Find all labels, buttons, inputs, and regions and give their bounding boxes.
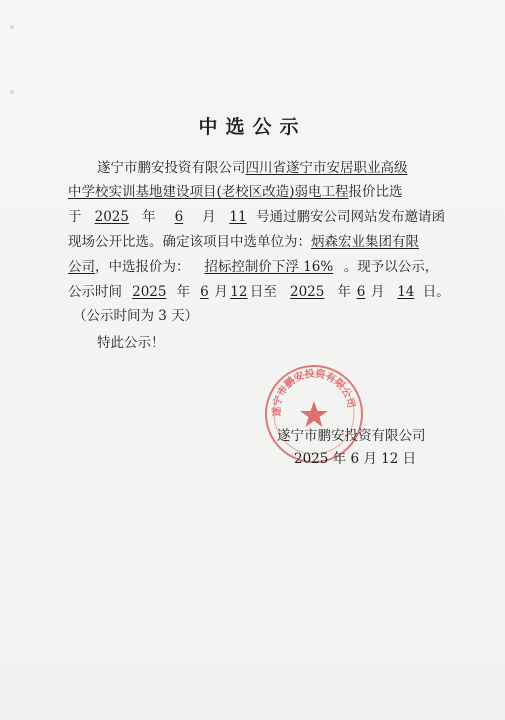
winning-bid: 招标控制价下浮 16%: [204, 259, 334, 275]
text-segment: 号通过鹏安公司网站发布邀请函: [255, 209, 445, 225]
project-name-part2: 中学校实训基地建设项目(老校区改造)弱电工程: [68, 184, 349, 200]
binding-hole: [10, 90, 14, 94]
winner-name-part1: 炳森宏业集团有限: [311, 234, 419, 250]
project-name-part1: 四川省遂宁市安居职业高级: [245, 160, 408, 176]
paragraph-line-1: [97, 158, 408, 178]
text-segment: 。现予以公示，: [343, 259, 439, 275]
text-segment: 年: [337, 284, 351, 300]
period-start-month: 6: [200, 284, 209, 300]
period-end-day: 14: [397, 284, 415, 300]
text-segment: ，中选报价为：: [95, 259, 190, 275]
closing-line: 特此公示！: [97, 335, 165, 351]
period-start-year: 2025: [132, 284, 167, 300]
text-segment: 年: [176, 284, 191, 300]
text-segment: 于: [68, 209, 82, 225]
text-segment: 日。: [422, 284, 450, 300]
paragraph-line-4: [68, 232, 419, 252]
signer-company: 遂宁市鹏安投资有限公司: [277, 428, 426, 444]
period-start-day: 12: [230, 284, 248, 300]
winner-name-part2: 公司: [68, 259, 95, 275]
seal-text: 遂宁市鹏安投资有限公司: [271, 368, 357, 417]
text-segment: 日至: [249, 284, 277, 300]
paragraph-line-7: （公示时间为 3 天）: [73, 308, 199, 324]
text-segment: 年: [142, 209, 156, 225]
publish-year: 2025: [94, 209, 129, 225]
binding-hole: [10, 25, 14, 29]
paragraph-line-2: [68, 182, 403, 202]
text-segment: 月: [202, 209, 216, 225]
period-end-month: 6: [356, 284, 366, 300]
text-segment: 月: [370, 284, 385, 300]
text-segment: 现场公开比选。确定该项目中选单位为：: [68, 234, 311, 250]
publish-month: 6: [174, 209, 184, 225]
company-name: 遂宁市鹏安投资有限公司: [97, 160, 246, 176]
text-segment: 公示时间: [68, 284, 122, 300]
paragraph-line-6: [68, 282, 450, 302]
paragraph-line-3: [68, 207, 445, 227]
period-end-year: 2025: [290, 284, 325, 300]
page-title: 中选公示: [198, 116, 307, 138]
signature-date: 2025 年 6 月 12 日: [294, 451, 417, 467]
publish-day: 11: [229, 209, 247, 225]
paragraph-line-5: [68, 257, 438, 277]
text-segment: 报价比选: [348, 184, 403, 200]
text-segment: 月: [214, 284, 228, 300]
